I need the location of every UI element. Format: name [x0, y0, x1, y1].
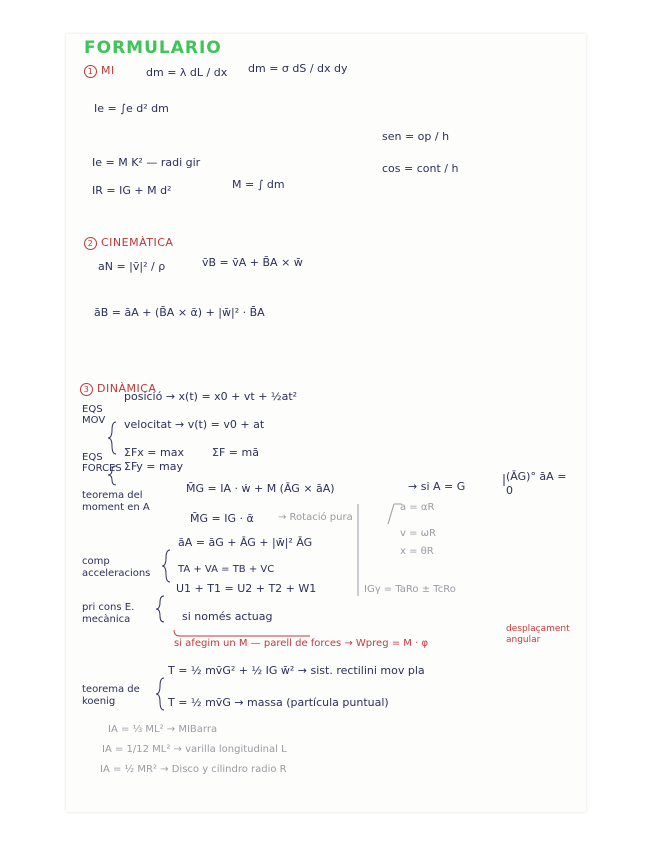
- dyn-sum-f: ΣF = mā: [212, 446, 259, 459]
- dyn-arrow-if: → si A = G: [408, 480, 466, 493]
- notebook-page: [66, 34, 586, 812]
- dyn-sum-fy: ΣFy = may: [124, 460, 183, 473]
- dyn-ag-zero: (ĀG)° āA = 0: [506, 470, 567, 497]
- dyn-velocitat: velocitat → v(t) = v0 + at: [124, 418, 265, 431]
- mi-dm-area: dm = σ dS / dx dy: [248, 62, 348, 75]
- mi-ie-radius: Ie = M K² — radi gir: [92, 156, 201, 169]
- page-title: FORMULARIO: [84, 38, 222, 58]
- dyn-v-eq: v = ωR: [400, 528, 436, 539]
- dyn-t2: T = ½ mv̄G → massa (partícula puntual): [168, 696, 389, 709]
- dyn-mg1: M̄G = IA · ẇ + M (ĀG × āA): [186, 482, 335, 495]
- section-3-heading: 3 DINÀMICA: [80, 382, 156, 396]
- dyn-acc-eq: āA = āG + ĀG + |w̄|² ĀG: [178, 536, 313, 549]
- comp-acc-label: comp acceleracions: [82, 556, 151, 579]
- eqs-forces-label: EQS FORCES: [82, 452, 122, 474]
- cin-vb: v̄B = v̄A + B̄A × w̄: [202, 256, 303, 269]
- dyn-t1: T = ½ mv̄G² + ½ IG w̄² → sist. rectilini mov pla: [168, 664, 425, 677]
- section-2-heading: 2 CINEMÀTICA: [84, 236, 173, 250]
- mi-dm-line: dm = λ dL / dx: [146, 66, 228, 79]
- mi-m-integral: M = ∫ dm: [232, 178, 285, 191]
- dyn-x-eq: x = θR: [400, 546, 434, 557]
- dyn-a-eq: a = αR: [400, 502, 435, 513]
- pri-cons-label: pri cons E. mecànica: [82, 602, 135, 625]
- mi-ir-steiner: IR = IG + M d²: [92, 184, 172, 197]
- mi-sin: sen = op / h: [382, 130, 450, 143]
- koenig-label: teorema de koenig: [82, 684, 140, 707]
- eqs-mov-label: EQS MOV: [82, 404, 106, 426]
- cin-an: aN = |v̄|² / ρ: [98, 260, 166, 273]
- formula-barra: IA = ⅓ ML² → MIBarra: [108, 724, 218, 735]
- section-1-heading: 1 MI: [84, 64, 115, 78]
- dyn-ta-eq: TA + VA = TB + VC: [178, 564, 275, 575]
- dyn-sum-fx: ΣFx = max: [124, 446, 184, 459]
- dyn-u-eq: U1 + T1 = U2 + T2 + W1: [176, 582, 317, 595]
- dyn-ig-eq: IGγ = TaRo ± TcRo: [364, 584, 456, 595]
- formula-varilla: IA = 1/12 ML² → varilla longitudinal L: [102, 744, 287, 755]
- formula-disco: IA = ½ MR² → Disco y cilindro radio R: [100, 764, 287, 775]
- dyn-si-nomes: si només actuag: [182, 610, 273, 623]
- dyn-posicio: posició → x(t) = x0 + vt + ½at²: [124, 390, 298, 403]
- mi-cos: cos = cont / h: [382, 162, 459, 175]
- dyn-red-note: si afegim un M — parell de forces → Wpreg = M · φ: [174, 638, 429, 649]
- mi-ie-integral: Ie = ∫e d² dm: [94, 102, 169, 115]
- dyn-red-disp: desplaçament angular: [506, 624, 570, 645]
- dyn-rotacio: → Rotació pura: [278, 512, 353, 523]
- cin-ab: āB = āA + (B̄A × ᾱ) + |w̄|² · B̄A: [94, 306, 265, 319]
- teorema-moment-label: teorema del moment en A: [82, 490, 150, 513]
- dyn-mg2: M̄G = IG · ᾱ: [190, 512, 254, 525]
